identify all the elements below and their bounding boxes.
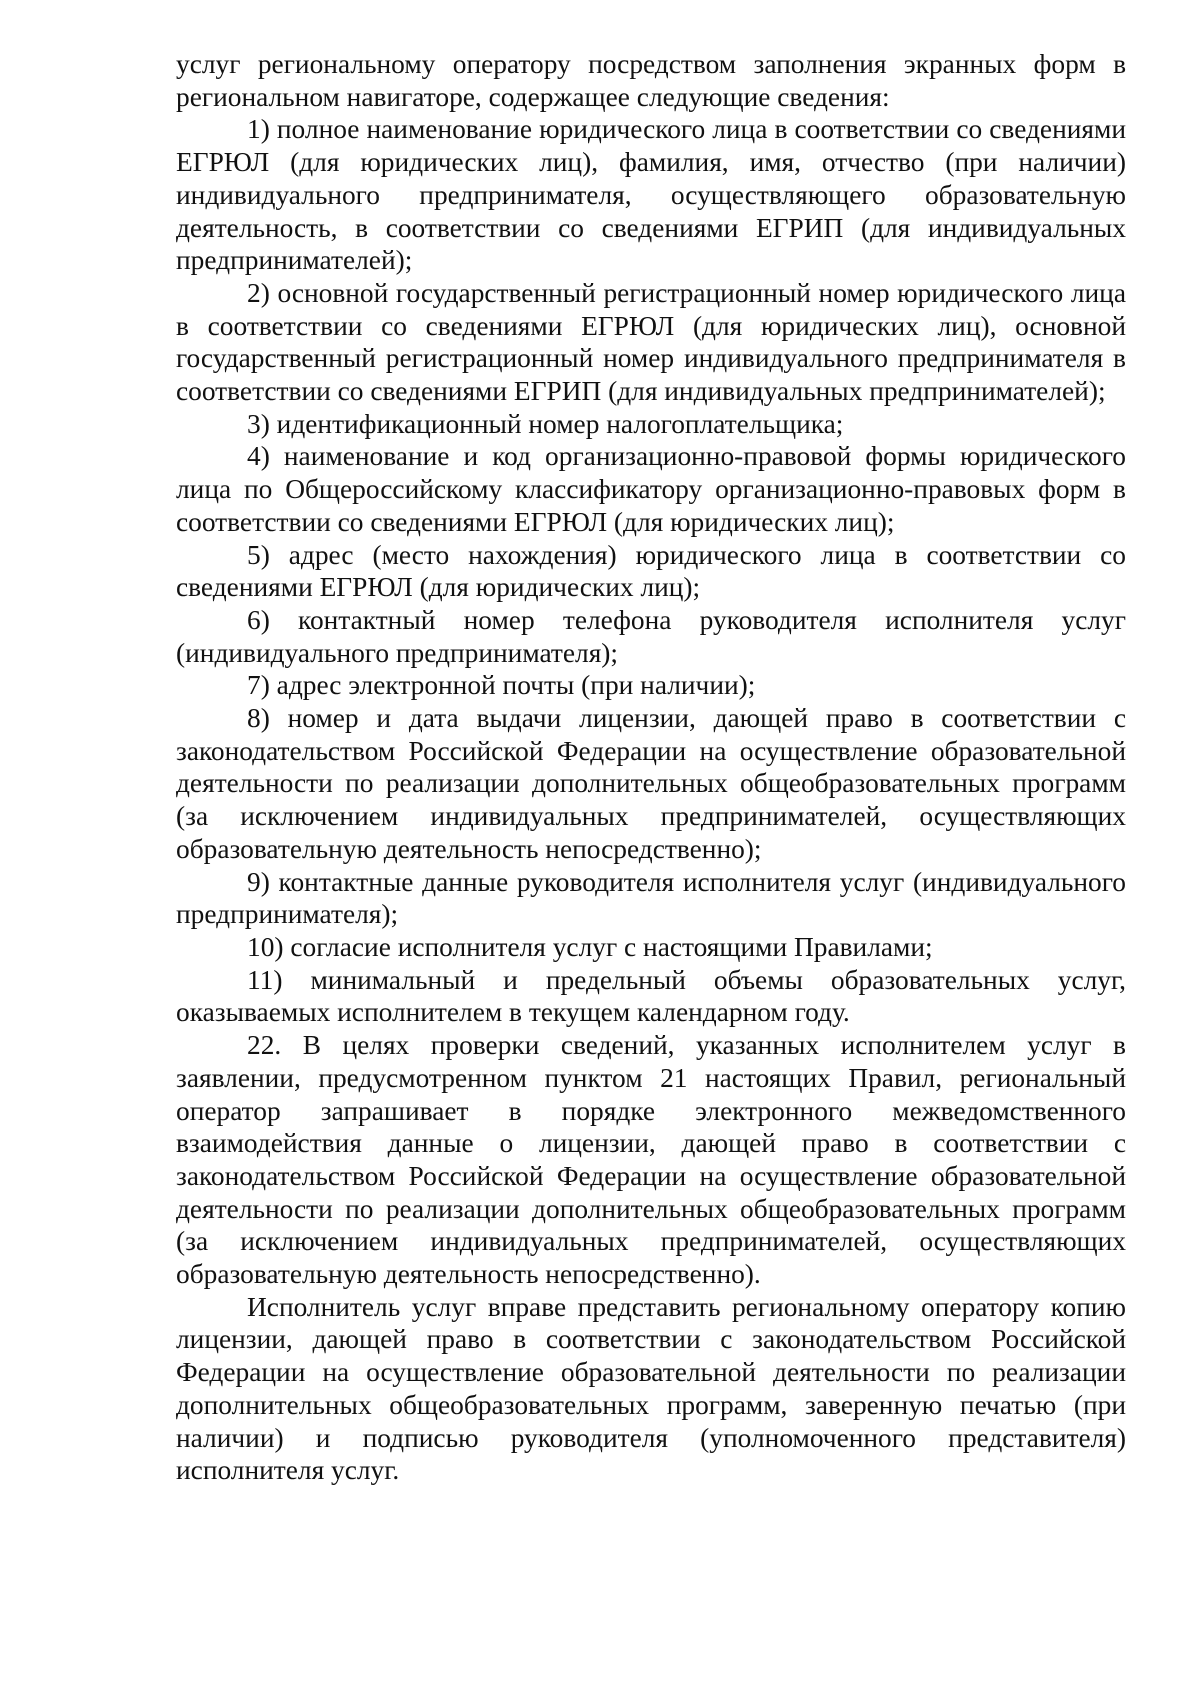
list-item-2: 2) основной государственный регистрационный номер юридического лица в соответствии со сведениями ЕГРЮЛ (для юридических лиц), основной государственный регистрационный номер индивидуального предпринимателя в соответствии со сведениями ЕГРИП (для индивидуальных предпринимателей); [176,277,1126,407]
document-body [176,48,1126,1487]
list-item-5: 5) адрес (место нахождения) юридического лица в соответствии со сведениями ЕГРЮЛ (для юридических лиц); [176,539,1126,603]
list-item-3: 3) идентификационный номер налогоплательщика; [247,408,844,439]
license-copy-paragraph: Исполнитель услуг вправе представить региональному оператору копию лицензии, дающей право в соответствии с законодательством Российской Федерации на осуществление образовательной деятельности по реализации дополнительных общеобразовательных программ, заверенную печатью (при наличии) и подписью руководителя (уполномоченного представителя) исполнителя услуг. [176,1291,1126,1486]
list-item-7: 7) адрес электронной почты (при наличии); [247,670,756,701]
list-item-4: 4) наименование и код организационно-правовой формы юридического лица по Общероссийскому классификатору организационно-правовых форм в соответствии со сведениями ЕГРЮЛ (для юридических лиц); [176,441,1126,537]
list-item-9: 9) контактные данные руководителя исполнителя услуг (индивидуального предпринимателя); [176,866,1126,930]
paragraph-continuation: услуг региональному оператору посредством заполнения экранных форм в региональном навигаторе, содержащее следующие сведения: [176,49,1126,112]
section-22-paragraph: 22. В целях проверки сведений, указанных исполнителем услуг в заявлении, предусмотренном пунктом 21 настоящих Правил, региональный оператор запрашивает в порядке электронного межведомственного взаимодействия данные о лицензии, дающей право в соответствии с законодательством Российской Федерации на осуществление образовательной деятельности по реализации дополнительных общеобразовательных программ (за исключением индивидуальных предпринимателей, осуществляющих образовательную деятельность непосредственно). [176,1030,1126,1290]
list-item-6: 6) контактный номер телефона руководителя исполнителя услуг (индивидуального предпринимателя); [176,604,1126,668]
list-item-8: 8) номер и дата выдачи лицензии, дающей право в соответствии с законодательством Российской Федерации на осуществление образовательной деятельности по реализации дополнительных общеобразовательных программ (за исключением индивидуальных предпринимателей, осуществляющих образовательную деятельность непосредственно); [176,703,1126,864]
list-item-10: 10) согласие исполнителя услуг с настоящими Правилами; [247,931,933,962]
list-item-11: 11) минимальный и предельный объемы образовательных услуг, оказываемых исполнителем в текущем календарном году. [176,964,1126,1028]
list-item-1: 1) полное наименование юридического лица в соответствии со сведениями ЕГРЮЛ (для юридических лиц), фамилия, имя, отчество (при наличии) индивидуального предпринимателя, осуществляющего образовательную деятельность, в соответствии со сведениями ЕГРИП (для индивидуальных предпринимателей); [176,114,1126,276]
